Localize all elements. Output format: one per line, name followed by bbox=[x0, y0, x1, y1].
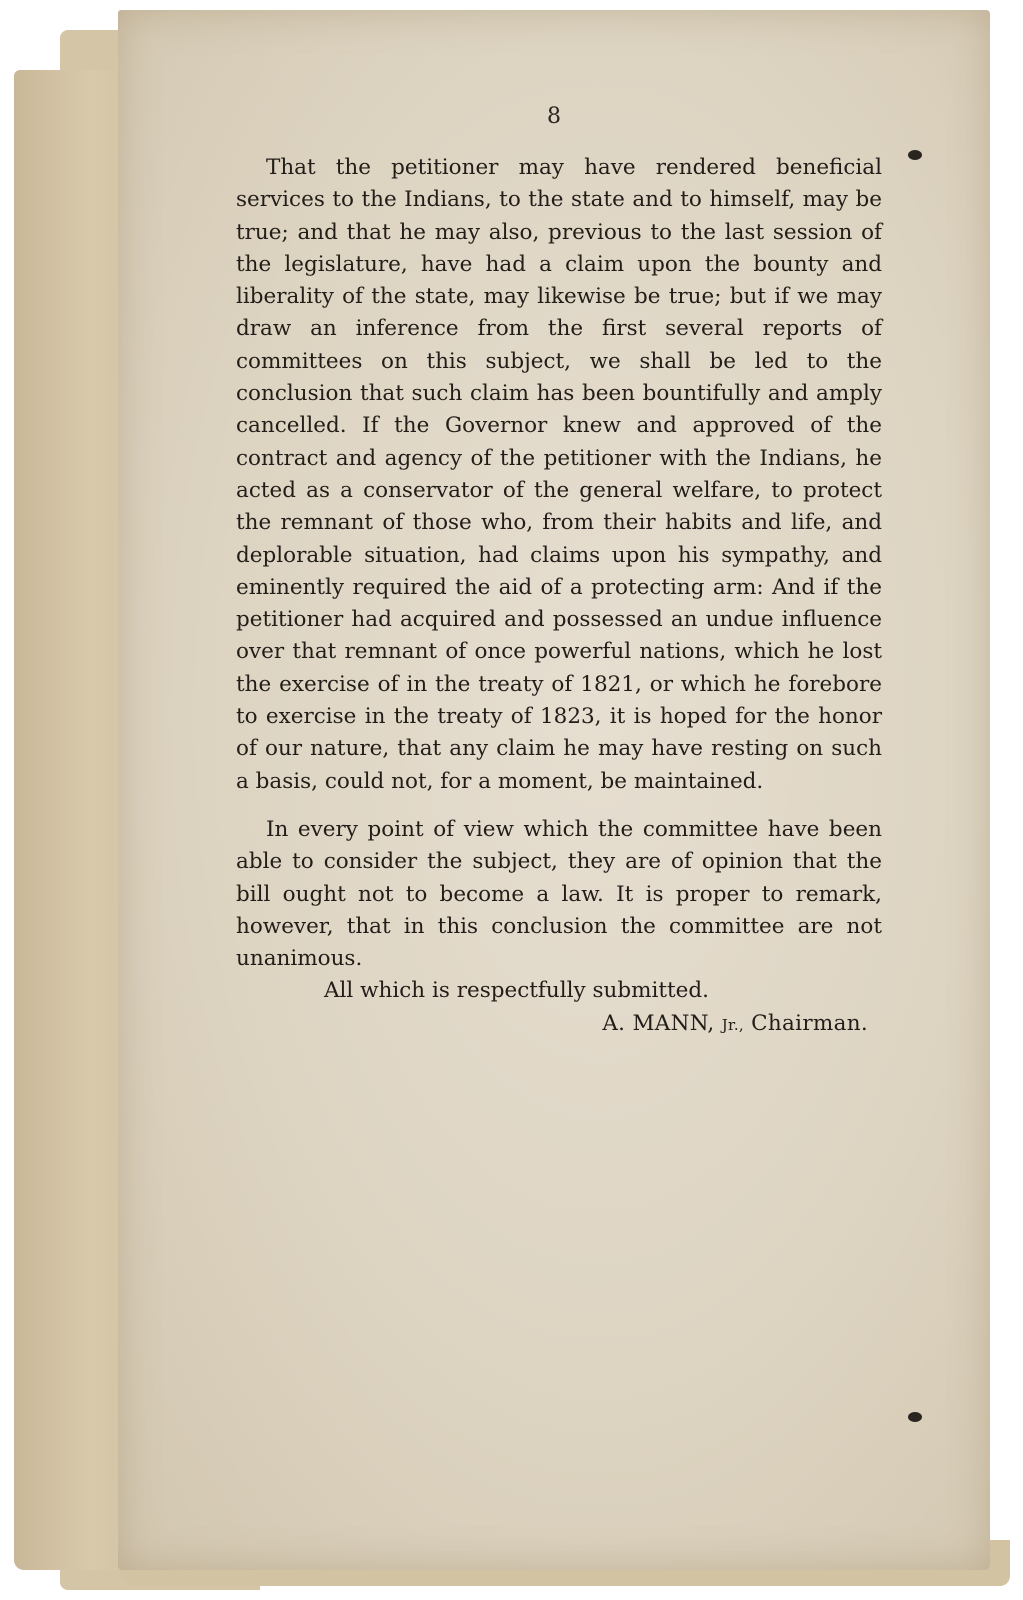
page-number: 8 bbox=[547, 104, 561, 129]
signature-name: A. MANN, bbox=[602, 1010, 715, 1036]
paragraph: That the petitioner may have rendered beneficial services to the Indians, to the state and to himself, may be true; and that he may also, previous to the last session of the legislature, have had a claim upon the bounty and liberality of the state, may likewise be true; but if we may draw an inference from the first several reports of committees on this subject, we shall be led to the conclusion that such claim has been bountifully and amply cancelled. If the Governor knew and approved of the contract and agency of the petitioner with the Indians, he acted as a conservator of the general welfare, to protect the remnant of those who, from their habits and life, and deplorable situation, had claims upon his sympathy, and eminently required the aid of a protecting arm: And if the petitioner had acquired and possessed an undue influence over that remnant of once powerful nations, which he lost the exercise of in the treaty of 1821, or which he forebore to exercise in the treaty of 1823, it is hoped for the honor of our nature, that any claim he may have resting on such a basis, could not, for a moment, be maintained. bbox=[236, 155, 882, 794]
signature-title: Chairman. bbox=[751, 1010, 868, 1036]
worm-hole bbox=[908, 1412, 922, 1422]
document-page bbox=[118, 10, 990, 1570]
paragraph: In every point of view which the committee have been able to consider the subject, they are of opinion that the bill ought not to become a law. It is proper to remark, however, that in this conclusion the committee are not unanimous. bbox=[236, 816, 882, 972]
signature bbox=[236, 1008, 882, 1041]
worm-hole bbox=[908, 150, 922, 160]
body-text bbox=[236, 152, 882, 1041]
closing-line: All which is respectfully submitted. bbox=[324, 978, 709, 1004]
signature-suffix: Jr., bbox=[721, 1015, 744, 1034]
